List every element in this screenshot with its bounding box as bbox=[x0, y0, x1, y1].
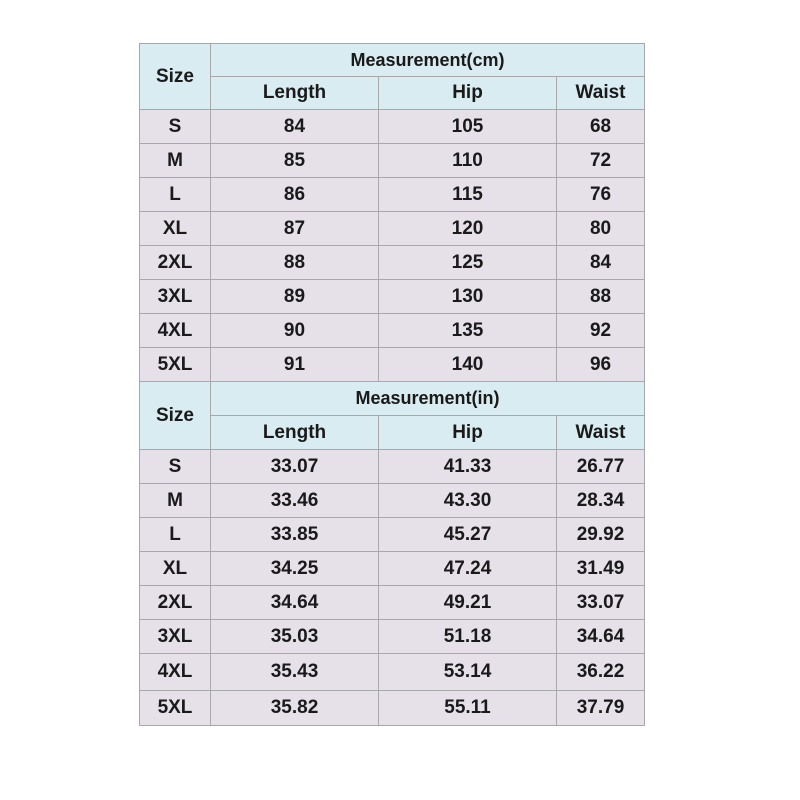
column-header-row bbox=[140, 77, 645, 110]
waist-cell: 26.77 bbox=[557, 450, 645, 484]
size-cell: 4XL bbox=[140, 654, 211, 691]
hip-cell: 130 bbox=[379, 280, 557, 314]
length-column-header: Length bbox=[211, 416, 379, 450]
length-cell: 33.85 bbox=[211, 518, 379, 552]
hip-cell: 41.33 bbox=[379, 450, 557, 484]
hip-cell: 135 bbox=[379, 314, 557, 348]
section-title-row bbox=[140, 382, 645, 416]
size-cell: XL bbox=[140, 552, 211, 586]
table-row bbox=[140, 144, 645, 178]
length-cell: 84 bbox=[211, 110, 379, 144]
length-cell: 34.25 bbox=[211, 552, 379, 586]
length-cell: 85 bbox=[211, 144, 379, 178]
length-column-header: Length bbox=[211, 77, 379, 110]
table-row bbox=[140, 212, 645, 246]
table-row bbox=[140, 280, 645, 314]
size-cell: 2XL bbox=[140, 246, 211, 280]
hip-cell: 55.11 bbox=[379, 691, 557, 726]
hip-column-header: Hip bbox=[379, 77, 557, 110]
waist-cell: 31.49 bbox=[557, 552, 645, 586]
size-cell: M bbox=[140, 144, 211, 178]
length-cell: 91 bbox=[211, 348, 379, 382]
table-row bbox=[140, 178, 645, 212]
length-cell: 35.03 bbox=[211, 620, 379, 654]
waist-cell: 33.07 bbox=[557, 586, 645, 620]
hip-cell: 53.14 bbox=[379, 654, 557, 691]
size-cell: 3XL bbox=[140, 280, 211, 314]
table-row bbox=[140, 314, 645, 348]
waist-cell: 88 bbox=[557, 280, 645, 314]
size-cell: 5XL bbox=[140, 691, 211, 726]
length-cell: 34.64 bbox=[211, 586, 379, 620]
table-row bbox=[140, 110, 645, 144]
hip-cell: 51.18 bbox=[379, 620, 557, 654]
length-cell: 86 bbox=[211, 178, 379, 212]
size-cell: S bbox=[140, 450, 211, 484]
waist-cell: 96 bbox=[557, 348, 645, 382]
size-cell: 3XL bbox=[140, 620, 211, 654]
hip-cell: 115 bbox=[379, 178, 557, 212]
length-cell: 90 bbox=[211, 314, 379, 348]
hip-cell: 105 bbox=[379, 110, 557, 144]
section-title: Measurement(cm) bbox=[211, 44, 645, 77]
hip-cell: 120 bbox=[379, 212, 557, 246]
waist-cell: 29.92 bbox=[557, 518, 645, 552]
size-column-header: Size bbox=[140, 382, 211, 450]
table-row bbox=[140, 654, 645, 691]
size-cell: S bbox=[140, 110, 211, 144]
size-chart-body bbox=[140, 44, 645, 726]
waist-cell: 72 bbox=[557, 144, 645, 178]
waist-cell: 92 bbox=[557, 314, 645, 348]
length-cell: 89 bbox=[211, 280, 379, 314]
column-header-row bbox=[140, 416, 645, 450]
size-chart-table bbox=[139, 43, 645, 726]
size-cell: L bbox=[140, 518, 211, 552]
waist-cell: 80 bbox=[557, 212, 645, 246]
table-row bbox=[140, 246, 645, 280]
hip-cell: 47.24 bbox=[379, 552, 557, 586]
length-cell: 35.43 bbox=[211, 654, 379, 691]
size-cell: 4XL bbox=[140, 314, 211, 348]
size-cell: 2XL bbox=[140, 586, 211, 620]
hip-cell: 140 bbox=[379, 348, 557, 382]
waist-cell: 34.64 bbox=[557, 620, 645, 654]
section-title: Measurement(in) bbox=[211, 382, 645, 416]
table-row bbox=[140, 348, 645, 382]
waist-cell: 28.34 bbox=[557, 484, 645, 518]
hip-cell: 125 bbox=[379, 246, 557, 280]
waist-cell: 36.22 bbox=[557, 654, 645, 691]
table-row bbox=[140, 691, 645, 726]
waist-cell: 37.79 bbox=[557, 691, 645, 726]
size-cell: L bbox=[140, 178, 211, 212]
length-cell: 33.46 bbox=[211, 484, 379, 518]
table-row bbox=[140, 518, 645, 552]
section-title-row bbox=[140, 44, 645, 77]
table-row bbox=[140, 484, 645, 518]
waist-cell: 84 bbox=[557, 246, 645, 280]
hip-cell: 45.27 bbox=[379, 518, 557, 552]
hip-column-header: Hip bbox=[379, 416, 557, 450]
length-cell: 88 bbox=[211, 246, 379, 280]
waist-cell: 68 bbox=[557, 110, 645, 144]
waist-column-header: Waist bbox=[557, 77, 645, 110]
hip-cell: 110 bbox=[379, 144, 557, 178]
length-cell: 87 bbox=[211, 212, 379, 246]
length-cell: 35.82 bbox=[211, 691, 379, 726]
size-cell: XL bbox=[140, 212, 211, 246]
waist-cell: 76 bbox=[557, 178, 645, 212]
table-row bbox=[140, 450, 645, 484]
length-cell: 33.07 bbox=[211, 450, 379, 484]
waist-column-header: Waist bbox=[557, 416, 645, 450]
table-row bbox=[140, 552, 645, 586]
size-column-header: Size bbox=[140, 44, 211, 110]
hip-cell: 43.30 bbox=[379, 484, 557, 518]
table-row bbox=[140, 586, 645, 620]
size-cell: M bbox=[140, 484, 211, 518]
size-cell: 5XL bbox=[140, 348, 211, 382]
table-row bbox=[140, 620, 645, 654]
hip-cell: 49.21 bbox=[379, 586, 557, 620]
